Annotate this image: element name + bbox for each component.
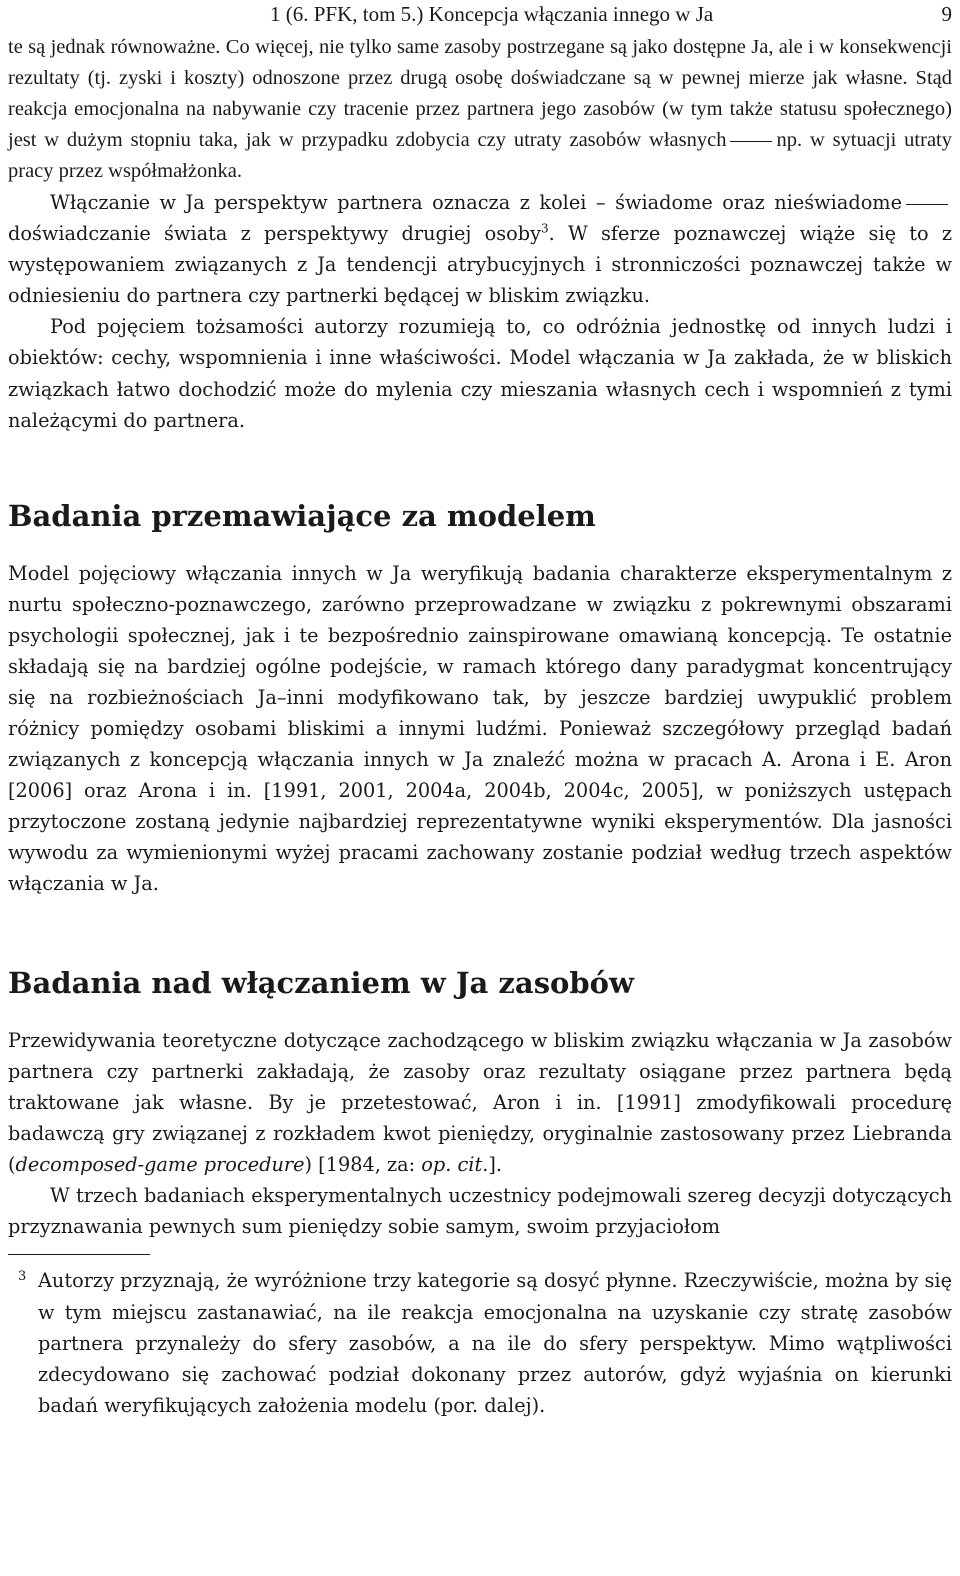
- page-number: 9: [941, 2, 952, 26]
- section-heading: Badania przemawiające za modelem: [8, 498, 596, 533]
- footnote-rule: [8, 1254, 150, 1255]
- paragraph-text: Włączanie w Ja perspektyw partnera oznacza z kolei – świadome oraz nieświadome: [50, 191, 902, 215]
- paragraph-text: ) [1984, za:: [304, 1153, 422, 1177]
- footnote-mark: 3: [18, 1269, 27, 1285]
- paragraph: W trzech badaniach eksperymentalnych uczestnicy podejmowali szereg decyzji dotyczących przyznawania pewnych sum pieniędzy sobie samym, swoim przyjaciołom: [8, 1184, 952, 1239]
- em-dash: [906, 204, 948, 205]
- paragraph-text: . W sferze poznawczej wiąże się to z występowaniem związanych z Ja tendencji atrybucyjnych i stronniczości poznawczej także w odniesieniu do partnera czy partnerki będącej w bliskim związku.: [8, 222, 952, 308]
- italic-term: decomposed-game procedure: [15, 1153, 305, 1177]
- paragraph-text: Przewidywania teoretyczne dotyczące zachodzącego w bliskim związku włączania w Ja zasobów partnera czy partnerki zakładają, że zasoby oraz rezultaty osiągane przez partnera będą traktowane jak własne. By je przetestować, Aron i in. [1991] zmodyfikowali procedurę badawczą gry związanej z rozkładem kwot pieniędzy, oryginalnie zastosowany przez Liebranda (: [8, 1029, 952, 1177]
- body-text: [8, 32, 952, 1242]
- paragraph: [8, 187, 952, 311]
- paragraph-text: te są jednak równoważne. Co więcej, nie tylko same zasoby postrzegane są jako dostępne Ja, ale i w konsekwencji rezultaty (tj. zyski i koszty) odnoszone przez drugą osobę doświadczane są w pewnej mierze jak własne. Stąd reakcja emocjonalna na nabywanie czy tracenie przez partnera jego zasobów (w tym także statusu społecznego) jest w dużym stopniu taka, jak w przypadku zdobycia czy utraty zasobów własnych: [8, 36, 952, 152]
- footnote-reference[interactable]: 3: [540, 221, 549, 236]
- running-header: [8, 2, 952, 32]
- em-dash: [730, 141, 772, 142]
- footnote: [8, 1265, 952, 1420]
- running-title: 1 (6. PFK, tom 5.) Koncepcja włączania innego w Ja: [270, 2, 714, 26]
- document-page: [8, 0, 952, 1421]
- italic-term: op. cit.: [421, 1153, 489, 1177]
- paragraph: Model pojęciowy włączania innych w Ja weryfikują badania charakterze eksperymentalnym z nurtu społeczno-poznawczego, zarówno przeprowadzane w związku z pokrewnymi obszarami psychologii społecznej, jak i te bezpośrednio zainspirowane omawianą koncepcją. Te ostatnie składają się na bardziej ogólne podejście, w ramach którego dany paradygmat koncentrujący się na rozbieżnościach Ja–inni modyfikowano tak, by jeszcze bardziej uwypuklić problem różnicy pomiędzy osobami bliskimi a innymi ludźmi. Ponieważ szczegółowy przegląd badań związanych z koncepcją włączania innych w Ja znaleźć można w pracach A. Arona i E. Aron [2006] oraz Arona i in. [1991, 2001, 2004a, 2004b, 2004c, 2005], w poniższych ustępach przytoczone zostaną jedynie najbardziej reprezentatywne wyniki eksperymentów. Dla jasności wywodu za wymienionymi wyżej pracami zachowany zostanie podział według trzech aspektów włączania w Ja.: [8, 561, 952, 896]
- paragraph-text: doświadczanie świata z perspektywy drugiej osoby: [8, 222, 541, 246]
- paragraph-text: ].: [488, 1153, 503, 1177]
- paragraph: Pod pojęciem tożsamości autorzy rozumieją to, co odróżnia jednostkę od innych ludzi i obiektów: cechy, wspomnienia i inne właściwości. Model włączania w Ja zakłada, że w bliskich związkach łatwo dochodzić może do mylenia czy mieszania własnych cech i wspomnień z tymi należącymi do partnera.: [8, 315, 952, 432]
- section-heading: Badania nad włączaniem w Ja zasobów: [8, 966, 634, 1001]
- paragraph: [8, 32, 952, 187]
- footnote-text: Autorzy przyznają, że wyróżnione trzy kategorie są dosyć płynne. Rzeczywiście, można by się w tym miejscu zastanawiać, na ile reakcja emocjonalna na uzyskanie czy stratę zasobów partnera przynależy do sfery zasobów, a na ile do sfery perspektyw. Mimo wątpliwości zdecydowano się zachować podział dokonany przez autorów, gdyż wyjaśnia on kierunki badań weryfikujących założenia modelu (por. dalej).: [38, 1269, 952, 1417]
- paragraph-text: np. w sytuacji utraty pracy przez współmałżonka.: [8, 129, 952, 183]
- paragraph: [8, 1025, 952, 1180]
